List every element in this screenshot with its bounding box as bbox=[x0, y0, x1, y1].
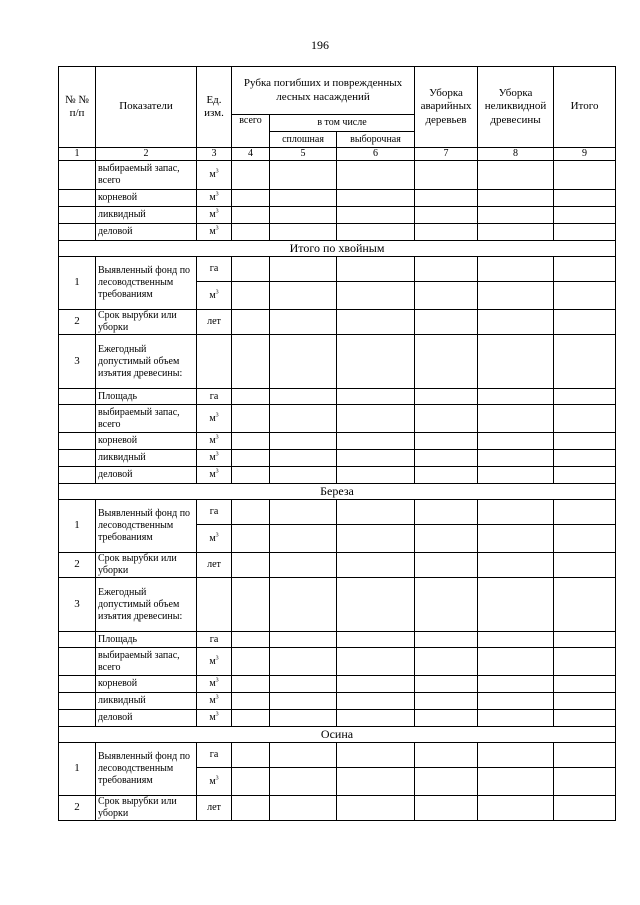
table-row bbox=[59, 310, 616, 335]
unit-cell: га bbox=[197, 389, 232, 405]
row-number: 1 bbox=[59, 743, 96, 796]
row-number: 3 bbox=[59, 578, 96, 632]
row-label: Срок вырубки или уборки bbox=[96, 553, 197, 578]
unit-cell: $м^3$ bbox=[197, 693, 232, 710]
row-label: Ежегодный допустимый объем изъятия древесины: bbox=[96, 578, 197, 632]
unit-cell: $м^3$ bbox=[197, 467, 232, 484]
unit-cell: га bbox=[197, 257, 232, 282]
unit-cell: $м^3$ bbox=[197, 525, 232, 553]
row-label: корневой bbox=[96, 676, 197, 693]
page-number: 196 bbox=[311, 38, 329, 52]
header-col-no: № № п/п bbox=[59, 67, 96, 148]
unit-cell: $м^3$ bbox=[197, 676, 232, 693]
unit-cell: $м^3$ bbox=[197, 207, 232, 224]
unit-cell: га bbox=[197, 632, 232, 648]
row-number: 2 bbox=[59, 796, 96, 821]
header-col-felling: Рубка погибших и поврежденных лесных насаждений bbox=[232, 67, 415, 115]
row-label: Срок вырубки или уборки bbox=[96, 310, 197, 335]
section-row bbox=[59, 241, 616, 257]
header-col-indicators: Показатели bbox=[96, 67, 197, 148]
header-col-selective: выборочная bbox=[337, 132, 415, 148]
table-row bbox=[59, 405, 616, 433]
table-row bbox=[59, 500, 616, 525]
section-row bbox=[59, 727, 616, 743]
row-number: 1 bbox=[59, 257, 96, 310]
row-label: деловой bbox=[96, 224, 197, 241]
row-number: 1 bbox=[59, 500, 96, 553]
unit-cell: $м^3$ bbox=[197, 710, 232, 727]
unit-cell: $м^3$ bbox=[197, 282, 232, 310]
unit-cell: лет bbox=[197, 553, 232, 578]
col-number: 5 bbox=[270, 148, 337, 161]
unit-cell: $м^3$ bbox=[197, 648, 232, 676]
col-number: 2 bbox=[96, 148, 197, 161]
table-row bbox=[59, 224, 616, 241]
row-number: 3 bbox=[59, 335, 96, 389]
row-label: выбираемый запас, всего bbox=[96, 405, 197, 433]
col-number: 4 bbox=[232, 148, 270, 161]
section-row bbox=[59, 484, 616, 500]
table-row bbox=[59, 190, 616, 207]
section-title-birch: Береза bbox=[59, 484, 616, 500]
row-label: деловой bbox=[96, 710, 197, 727]
forest-indicators-table bbox=[58, 66, 616, 821]
col-number: 8 bbox=[478, 148, 554, 161]
row-label: деловой bbox=[96, 467, 197, 484]
row-number: 2 bbox=[59, 553, 96, 578]
col-number: 9 bbox=[554, 148, 616, 161]
unit-cell: $м^3$ bbox=[197, 190, 232, 207]
row-label: ликвидный bbox=[96, 693, 197, 710]
table-row bbox=[59, 389, 616, 405]
table-row bbox=[59, 467, 616, 484]
table-row bbox=[59, 676, 616, 693]
table-row bbox=[59, 693, 616, 710]
row-label: Ежегодный допустимый объем изъятия древесины: bbox=[96, 335, 197, 389]
unit-cell: $м^3$ bbox=[197, 405, 232, 433]
section-title-conifers: Итого по хвойным bbox=[59, 241, 616, 257]
unit-cell: лет bbox=[197, 310, 232, 335]
row-label: ликвидный bbox=[96, 450, 197, 467]
header-col-incl: в том числе bbox=[270, 115, 415, 132]
row-label: корневой bbox=[96, 433, 197, 450]
unit-cell: $м^3$ bbox=[197, 161, 232, 190]
table-row bbox=[59, 578, 616, 632]
col-number: 7 bbox=[415, 148, 478, 161]
table-row bbox=[59, 743, 616, 768]
unit-cell: $м^3$ bbox=[197, 768, 232, 796]
header-col-total: всего bbox=[232, 115, 270, 148]
row-number: 2 bbox=[59, 310, 96, 335]
row-label: выбираемый запас, всего bbox=[96, 648, 197, 676]
table-row bbox=[59, 207, 616, 224]
column-numbers-row bbox=[59, 148, 616, 161]
unit-cell: га bbox=[197, 743, 232, 768]
col-number: 6 bbox=[337, 148, 415, 161]
row-label: Выявленный фонд по лесоводственным требованиям bbox=[96, 743, 197, 796]
col-number: 1 bbox=[59, 148, 96, 161]
table-row bbox=[59, 161, 616, 190]
row-label: Срок вырубки или уборки bbox=[96, 796, 197, 821]
row-label: Выявленный фонд по лесоводственным требованиям bbox=[96, 257, 197, 310]
header-col-itogo: Итого bbox=[554, 67, 616, 148]
table-row bbox=[59, 553, 616, 578]
table-row bbox=[59, 632, 616, 648]
unit-cell: $м^3$ bbox=[197, 224, 232, 241]
table-row bbox=[59, 710, 616, 727]
row-label: Выявленный фонд по лесоводственным требованиям bbox=[96, 500, 197, 553]
row-label: Площадь bbox=[96, 632, 197, 648]
header-col-clear: сплошная bbox=[270, 132, 337, 148]
header-col-illiquid: Уборка неликвидной древесины bbox=[478, 67, 554, 148]
table-row bbox=[59, 433, 616, 450]
table-row bbox=[59, 796, 616, 821]
table-row bbox=[59, 648, 616, 676]
unit-cell: $м^3$ bbox=[197, 450, 232, 467]
row-label: Площадь bbox=[96, 389, 197, 405]
header-col-unit: Ед. изм. bbox=[197, 67, 232, 148]
table-row bbox=[59, 257, 616, 282]
table-row bbox=[59, 450, 616, 467]
row-label: ликвидный bbox=[96, 207, 197, 224]
unit-cell: $м^3$ bbox=[197, 433, 232, 450]
unit-cell: га bbox=[197, 500, 232, 525]
row-label: выбираемый запас, всего bbox=[96, 161, 197, 190]
unit-cell: лет bbox=[197, 796, 232, 821]
table-row bbox=[59, 335, 616, 389]
section-title-aspen: Осина bbox=[59, 727, 616, 743]
header-col-emergency: Уборка аварийных деревьев bbox=[415, 67, 478, 148]
col-number: 3 bbox=[197, 148, 232, 161]
row-label: корневой bbox=[96, 190, 197, 207]
